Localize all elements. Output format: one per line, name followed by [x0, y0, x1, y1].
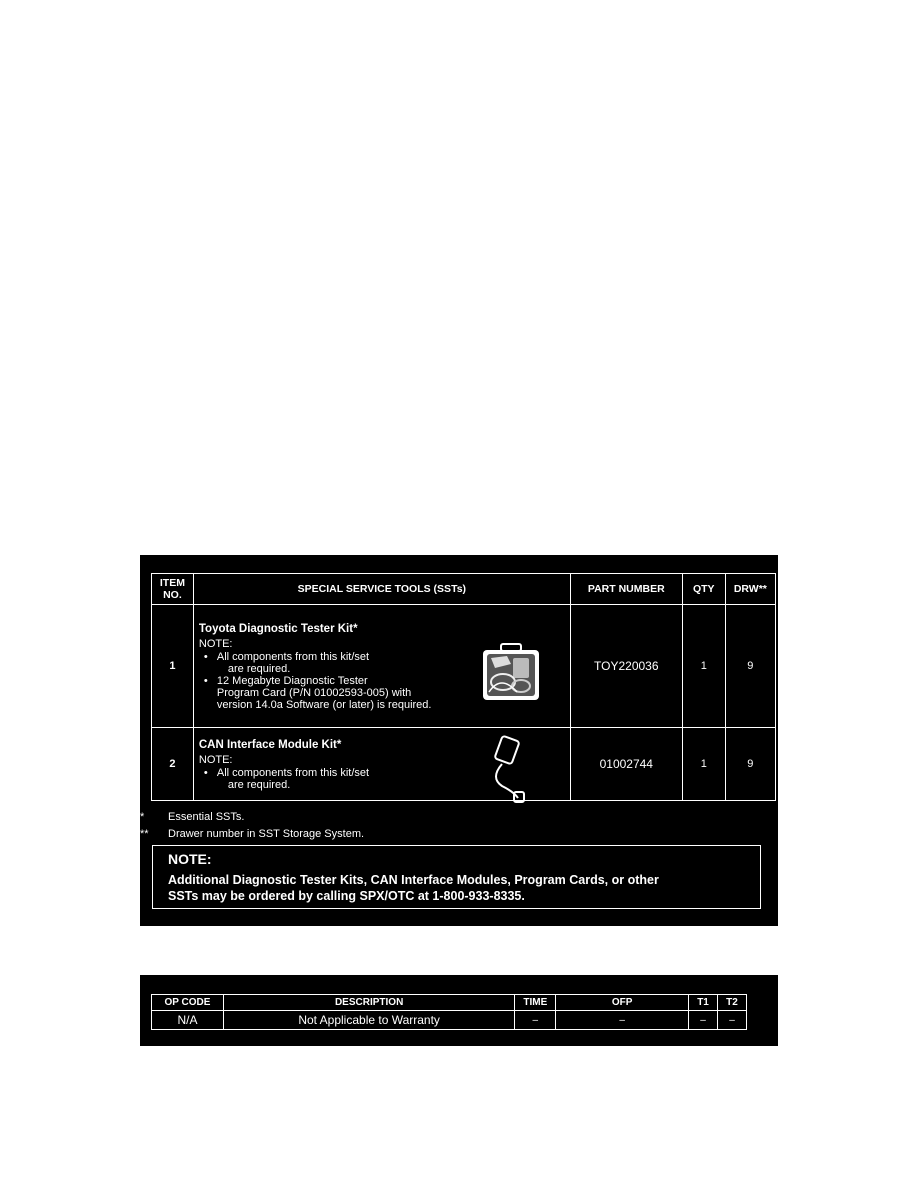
- footnote: * Essential SSTs.: [140, 811, 245, 823]
- tool-title: CAN Interface Module Kit*: [198, 738, 342, 751]
- can-module-cable-icon: [484, 734, 534, 804]
- drw: 9: [725, 605, 775, 728]
- description: Not Applicable to Warranty: [223, 1011, 514, 1030]
- header-tools: SPECIAL SERVICE TOOLS (SSTs): [193, 574, 570, 605]
- sst-panel: [140, 555, 778, 926]
- header-qty: QTY: [682, 574, 725, 605]
- op-code-panel: [140, 975, 778, 1046]
- tool-description: [193, 728, 570, 801]
- header-t2: T2: [718, 995, 747, 1011]
- part-number: 01002744: [570, 728, 682, 801]
- bullet-item: • All components from this kit/set are required.: [217, 767, 564, 791]
- part-number: TOY220036: [570, 605, 682, 728]
- header-t1: T1: [689, 995, 718, 1011]
- header-description: DESCRIPTION: [223, 995, 514, 1011]
- note-box: [152, 845, 761, 909]
- t2: –: [718, 1011, 747, 1030]
- sst-table: [151, 573, 776, 801]
- note-label: NOTE:: [198, 637, 233, 650]
- table-row: [152, 1011, 747, 1030]
- op-header-row: [152, 995, 747, 1011]
- sst-header-row: [152, 574, 776, 605]
- tool-title: Toyota Diagnostic Tester Kit*: [198, 622, 358, 635]
- table-row: [152, 728, 776, 801]
- op-code-table: [151, 994, 747, 1030]
- note-box-line: SSTs may be ordered by calling SPX/OTC at 1-800-933-8335.: [168, 889, 525, 903]
- note-box-line: Additional Diagnostic Tester Kits, CAN Interface Modules, Program Cards, or other: [168, 873, 659, 887]
- note-label: NOTE:: [198, 753, 233, 766]
- tool-description: [193, 605, 570, 728]
- time: –: [515, 1011, 556, 1030]
- op-code: N/A: [152, 1011, 224, 1030]
- item-no: 1: [152, 605, 194, 728]
- header-part-number: PART NUMBER: [570, 574, 682, 605]
- t1: –: [689, 1011, 718, 1030]
- footnotes: [140, 809, 364, 843]
- qty: 1: [682, 728, 725, 801]
- table-row: [152, 605, 776, 728]
- bullet-item: • All components from this kit/set are required.: [217, 651, 564, 675]
- item-no: 2: [152, 728, 194, 801]
- header-ofp: OFP: [556, 995, 689, 1011]
- qty: 1: [682, 605, 725, 728]
- header-drw: DRW**: [725, 574, 775, 605]
- tester-kit-case-icon: [477, 642, 545, 706]
- bullet-item: • 12 Megabyte Diagnostic Tester Program Card (P/N 01002593-005) with version 14.0a Software (or later) is required.: [217, 675, 564, 711]
- footnote: ** Drawer number in SST Storage System.: [140, 828, 365, 840]
- ofp: –: [556, 1011, 689, 1030]
- header-item-no: ITEM NO.: [152, 574, 194, 605]
- header-time: TIME: [515, 995, 556, 1011]
- header-op-code: OP CODE: [152, 995, 224, 1011]
- note-box-title: NOTE:: [168, 851, 212, 867]
- drw: 9: [725, 728, 775, 801]
